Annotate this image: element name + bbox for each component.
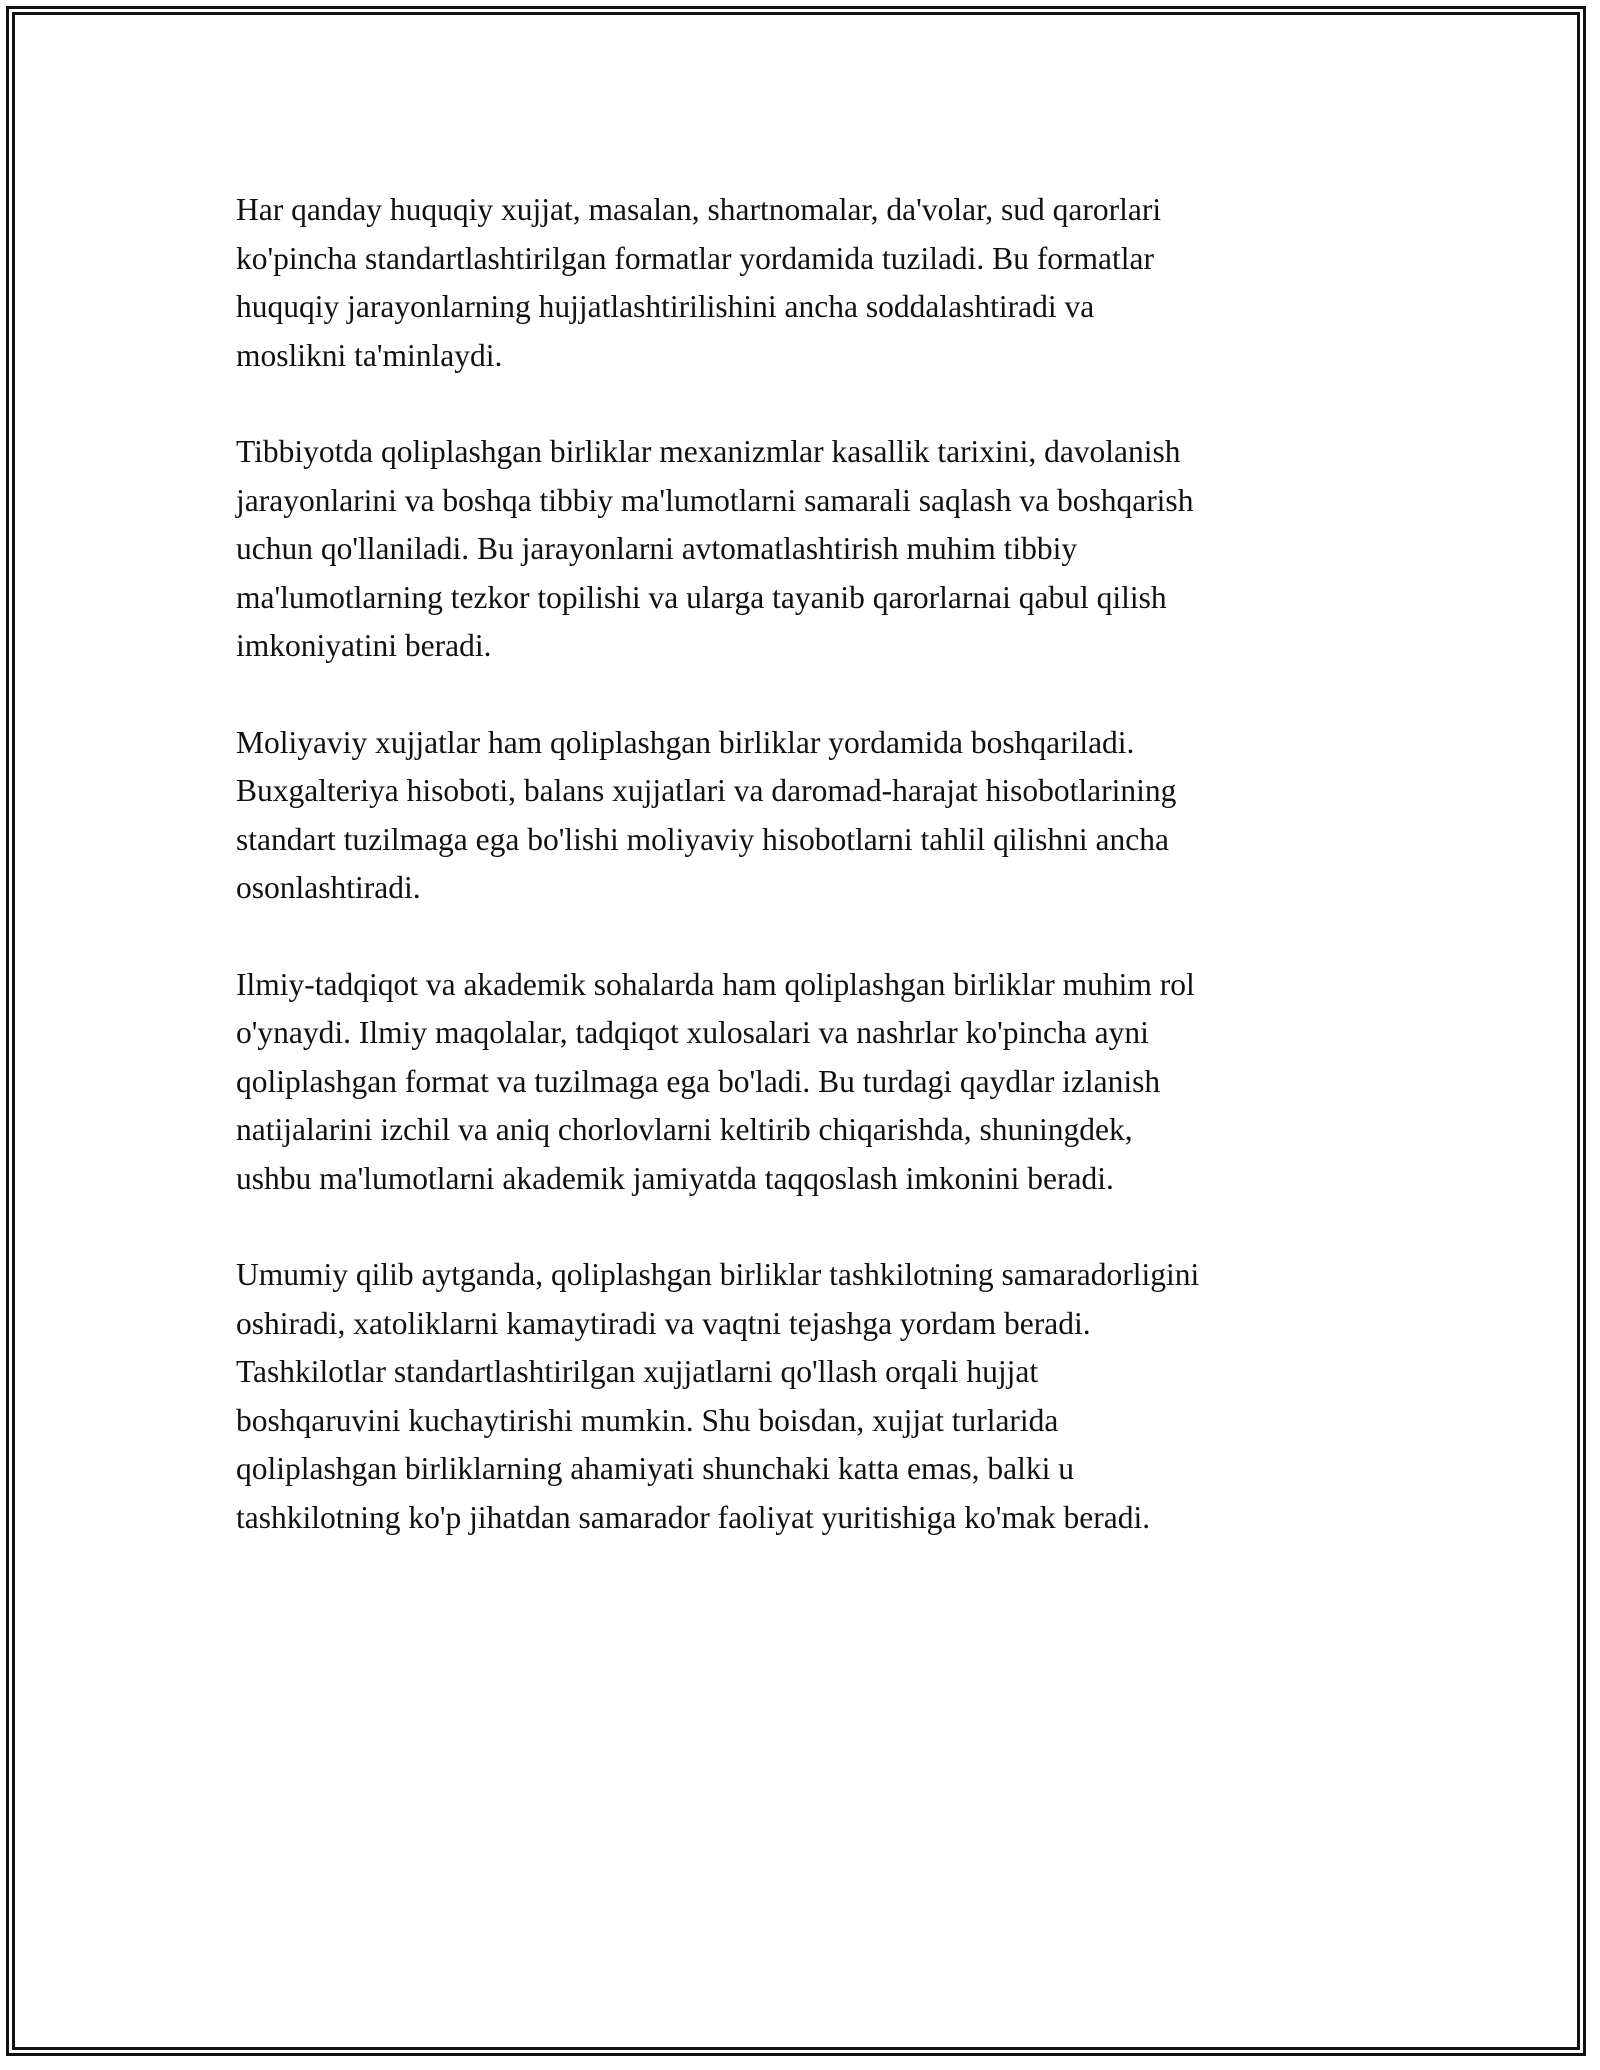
paragraph-legal-documents: Har qanday huquqiy xujjat, masalan, shartnomalar, da'volar, sud qarorlari ko'pincha standartlashtirilgan formatlar yordamida tuziladi. Bu formatlar huquqiy jarayonlarning hujjatlashtirilishini ancha soddalashtiradi va moslikni ta'minlaydi. bbox=[236, 192, 1162, 373]
document-body bbox=[236, 186, 1376, 1590]
paragraph-medicine: Tibbiyotda qoliplashgan birliklar mexanizmlar kasallik tarixini, davolanish jarayonlarini va boshqa tibbiy ma'lumotlarni samarali saqlash va boshqarish uchun qo'llaniladi. Bu jarayonlarni avtomatlashtirish muhim tibbiy ma'lumotlarning tezkor topilishi va ularga tayanib qarorlarnai qabul qilish imkoniyatini beradi. bbox=[236, 434, 1194, 663]
paragraph-conclusion: Umumiy qilib aytganda, qoliplashgan birliklar tashkilotning samaradorligini oshiradi, xatoliklarni kamaytiradi va vaqtni tejashga yordam beradi. Tashkilotlar standartlashtirilgan xujjatlarni qo'llash orqali hujjat boshqaruvini kuchaytirishi mumkin. Shu boisdan, xujjat turlarida qoliplashgan birliklarning ahamiyati shunchaki katta emas, balki u tashkilotning ko'p jihatdan samarador faoliyat yuritishiga ko'mak beradi. bbox=[236, 1257, 1200, 1535]
paragraph-finance: Moliyaviy xujjatlar ham qoliplashgan birliklar yordamida boshqariladi. Buxgalteriya hisoboti, balans xujjatlari va daromad-harajat hisobotlarining standart tuzilmaga ega bo'lishi moliyaviy hisobotlarni tahlil qilishni ancha osonlashtiradi. bbox=[236, 724, 1177, 905]
paragraph-research: Ilmiy-tadqiqot va akademik sohalarda ham qoliplashgan birliklar muhim rol o'ynaydi. Ilmiy maqolalar, tadqiqot xulosalari va nashrlar ko'pincha ayni qoliplashgan format va tuzilmaga ega bo'ladi. Bu turdagi qaydlar izlanish natijalarini izchil va aniq chorlovlarni keltirib chiqarishda, shuningdek, ushbu ma'lumotlarni akademik jamiyatda taqqoslash imkonini beradi. bbox=[236, 966, 1195, 1196]
